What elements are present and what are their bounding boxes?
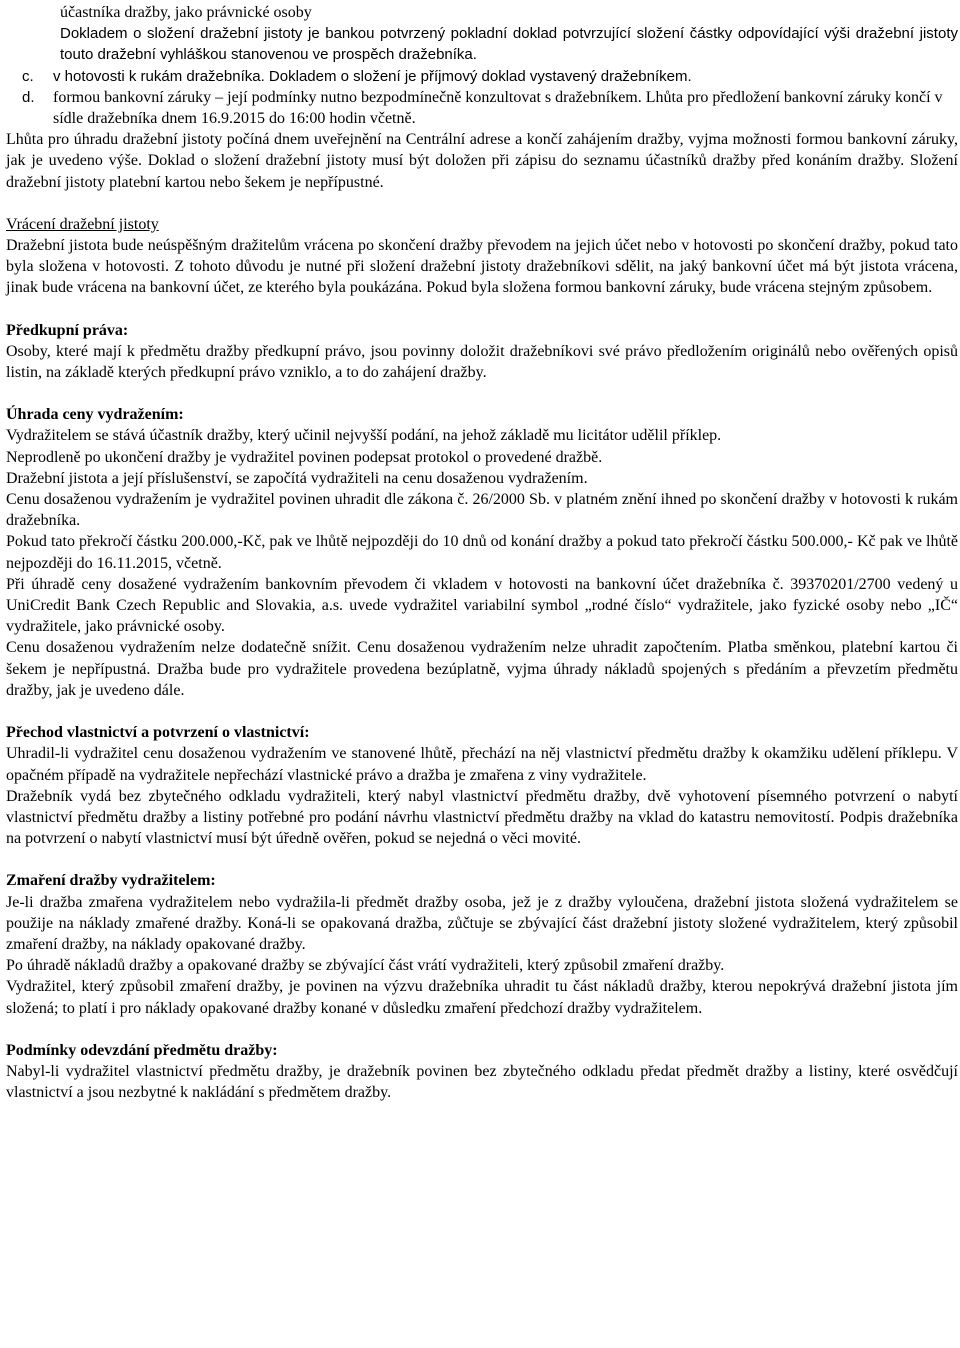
section-payment-line: Při úhradě ceny dosažené vydražením bankovním převodem či vkladem v hotovosti na bankovní účet dražebníka č. 39370201/2700 vedený u UniCredit Bank Czech Republic and Slovakia, a.s. uvede vydražitel variabilní symbol „rodné číslo“ vydražitele, jako fyzické osoby nebo „IČ“ vydražitele, jako právnické osoby. — [6, 575, 958, 636]
section-frustration-heading: Zmaření dražby vydražitelem: — [6, 872, 216, 890]
section-frustration — [6, 870, 958, 1018]
list-item-d-label: d. — [22, 88, 35, 106]
section-refund — [6, 214, 958, 299]
list-item-d-text: formou bankovní záruky – její podmínky nutno bezpodmínečně konzultovat s dražebníkem. Lhůta pro předložení bankovní záruky končí v sídle dražebníka dnem 16.9.2015 do 16:00 hodin včetně. — [53, 88, 943, 128]
section-payment-line: Vydražitelem se stává účastník dražby, který učinil nejvyšší podání, na jehož základě mu licitátor udělil příklep. — [6, 427, 722, 445]
section-payment-line: Dražební jistota a její příslušenství, se započítá vydražiteli na cenu dosaženou vydražením. — [6, 469, 588, 487]
section-handover — [6, 1040, 958, 1104]
section-frustration-line: Po úhradě nákladů dražby a opakované dražby se zbývající část vrátí vydražiteli, který způsobil zmaření dražby. — [6, 957, 725, 975]
section-payment-line: Neprodleně po ukončení dražby je vydražitel povinen podepsat protokol o provedené dražbě. — [6, 448, 603, 466]
list-item-c-label: c. — [22, 67, 34, 85]
intro-bank-receipt-paragraph: Dokladem o složení dražební jistoty je bankou potvrzený pokladní doklad potvrzující složení částky odpovídající výši dražební jistoty touto dražební vyhláškou stanovenou ve prospěch dražebníka. — [60, 25, 958, 64]
section-payment — [6, 404, 958, 701]
section-ownership-line: Uhradil-li vydražitel cenu dosaženou vydražením ve stanovené lhůtě, přechází na něj vlastnictví předmětu dražby k okamžiku udělení příklepu. V opačném případě na vydražitele nepřechází vlastnické právo a dražba je zmařena z viny vydražitele. — [6, 745, 958, 784]
section-payment-line: Cenu dosaženou vydražením nelze dodatečně snížit. Cenu dosaženou vydražením nelze uhradit započtením. Platba směnkou, platební kartou či šekem je nepřípustná. Dražba bude pro vydražitele provedena bezúplatně, vyjma úhrady nákladů spojených s předáním a převzetím předmětu dražby, jak je uvedeno dále. — [6, 639, 958, 699]
section-preemption — [6, 320, 958, 384]
intro-line: účastníka dražby, jako právnické osoby — [60, 4, 312, 21]
section-payment-line: Cenu dosaženou vydražením je vydražitel povinen uhradit dle zákona č. 26/2000 Sb. v platném znění ihned po skončení dražby v hotovosti k rukám dražebníka. — [6, 491, 958, 530]
section-ownership — [6, 722, 958, 849]
section-refund-text: Dražební jistota bude neúspěšným dražitelům vrácena po skončení dražby převodem na jejich účet nebo v hotovosti po skončení dražby, pokud tato byla složena v hotovosti. Z tohoto důvodu je nutné při složení dražební jistoty dražebníkovi sdělit, na jaký bankovní účet má být jistota vrácena, jinak bude vrácena na bankovní účet, ze kterého byla poukázána. Pokud byla složena formou bankovní záruky, bude vrácena stejným způsobem. — [6, 237, 958, 297]
section-frustration-line: Vydražitel, který způsobil zmaření dražby, je povinen na výzvu dražebníka uhradit tu část nákladů dražby, kterou nepokrývá dražební jistota jím složená; to platí i pro náklady opakované dražby konané v důsledku zmaření předchozí dražby vydražitelem. — [6, 978, 958, 1017]
list-item-d — [6, 87, 958, 129]
section-handover-text: Nabyl-li vydražitel vlastnictví předmětu dražby, je dražebník povinen bez zbytečného odkladu předat předmět dražby a listiny, které osvědčují vlastnictví a jsou nezbytné k nakládání s předmětem dražby. — [6, 1062, 958, 1102]
section-preemption-text: Osoby, které mají k předmětu dražby předkupní právo, jsou povinny doložit dražebníkovi své právo předložením originálů nebo ověřených opisů listin, na základě kterých předkupní právo vzniklo, a to do zahájení dražby. — [6, 342, 958, 382]
section-payment-heading: Úhrada ceny vydražením: — [6, 406, 184, 424]
section-ownership-heading: Přechod vlastnictví a potvrzení o vlastnictví: — [6, 724, 310, 742]
section-payment-line: Pokud tato překročí částku 200.000,-Kč, pak ve lhůtě nejpozději do 10 dnů od konání dražby a pokud tato překročí částku 500.000,- Kč pak ve lhůtě nejpozději do 16.11.2015, včetně. — [6, 533, 958, 572]
section-preemption-heading: Předkupní práva: — [6, 321, 129, 339]
section-handover-heading: Podmínky odevzdání předmětu dražby: — [6, 1041, 278, 1059]
deadline-paragraph: Lhůta pro úhradu dražební jistoty počíná dnem uveřejnění na Centrální adrese a končí zahájením dražby, vyjma možnosti formou bankovní záruky, jak je uvedeno výše. Doklad o složení dražební jistoty musí být doložen při zápisu do seznamu účastníků dražby před konáním dražby. Složení dražební jistoty platební kartou nebo šekem je nepřípustné. — [6, 131, 958, 191]
section-frustration-line: Je-li dražba zmařena vydražitelem nebo vydražila-li předmět dražby osoba, jež je z dražby vyloučena, dražební jistota složená vydražitelem se použije na náklady zmařené dražby. Koná-li se opakovaná dražba, zůčtuje se zbývající část dražební jistoty složené vydražitelem, který způsobil zmaření dražby, na náklady opakované dražby. — [6, 893, 958, 953]
section-refund-heading: Vrácení dražební jistoty — [6, 215, 159, 233]
list-item-c — [6, 66, 958, 87]
section-ownership-line: Dražebník vydá bez zbytečného odkladu vydražiteli, který nabyl vlastnictví předmětu dražby, dvě vyhotovení písemného potvrzení o nabytí vlastnictví předmětu dražby a listiny potřebné pro podání návrhu vlastnictví předmětu dražby na vklad do katastru nemovitostí. Podpis dražebníka na potvrzení o nabytí vlastnictví musí být úředně ověřen, pokud se nejedná o věci movité. — [6, 787, 958, 848]
list-item-c-text: v hotovosti k rukám dražebníka. Dokladem o složení je příjmový doklad vystavený dražebníkem. — [53, 67, 692, 85]
